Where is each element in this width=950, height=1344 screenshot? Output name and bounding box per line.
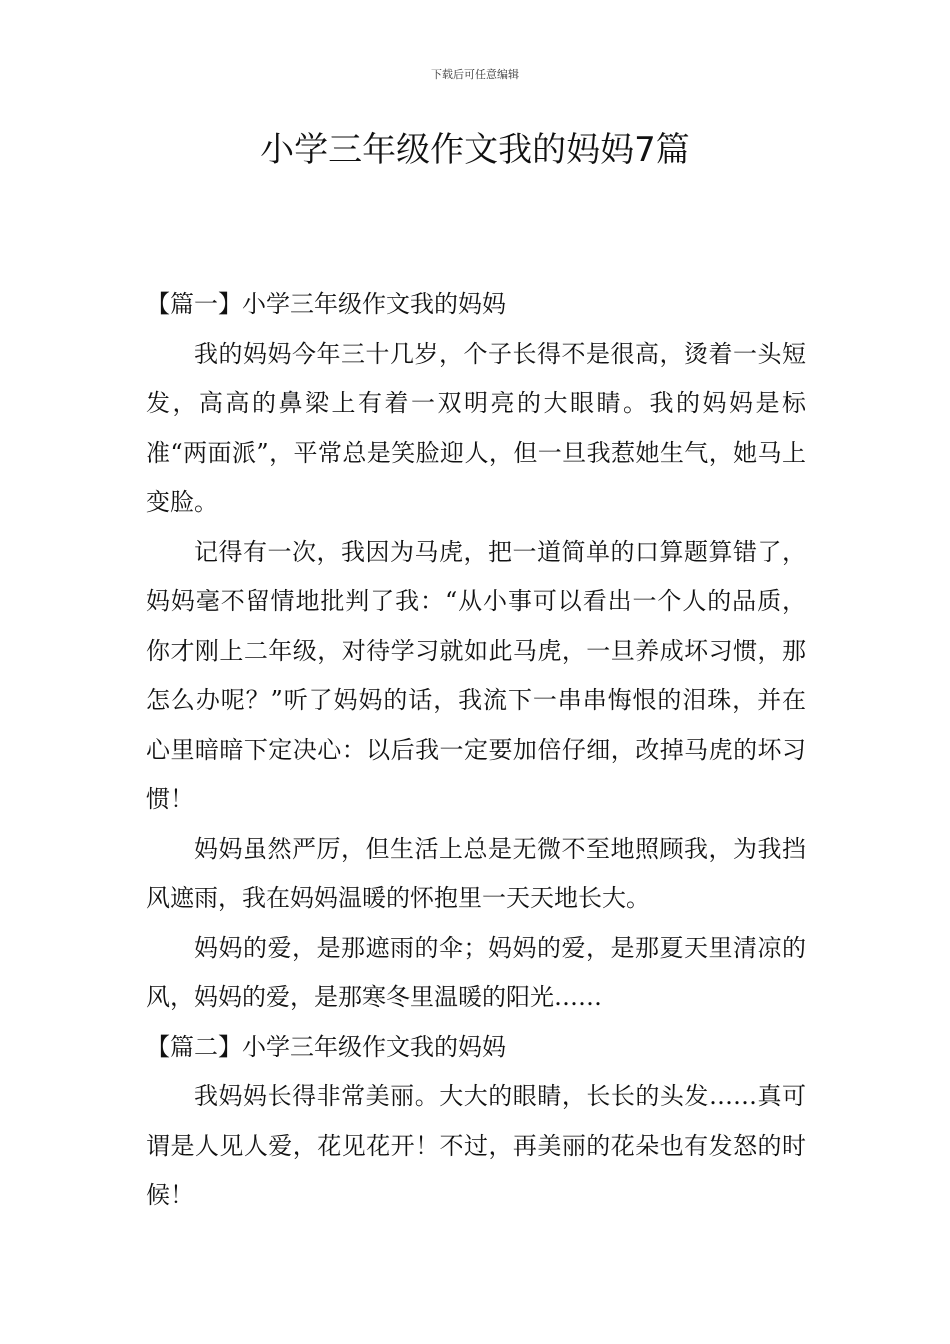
paragraph: 记得有一次，我因为马虎，把一道简单的口算题算错了，妈妈毫不留情地批判了我：“从小事可以看出一个人的品质，你才刚上二年级，对待学习就如此马虎，一旦养成坏习惯，那怎么办呢？”听了妈妈的话，我流下一串串悔恨的泪珠，并在心里暗暗下定决心：以后我一定要加倍仔细，改掉马虎的坏习惯！ bbox=[146, 537, 806, 813]
section-1 bbox=[146, 280, 806, 1023]
paragraph: 妈妈的爱，是那遮雨的伞；妈妈的爱，是那夏天里清凉的风，妈妈的爱，是那寒冬里温暖的阳光…… bbox=[146, 933, 806, 1011]
paragraph: 妈妈虽然严厉，但生活上总是无微不至地照顾我，为我挡风遮雨，我在妈妈温暖的怀抱里一天天地长大。 bbox=[146, 834, 806, 912]
section-heading: 【篇一】小学三年级作文我的妈妈 bbox=[146, 290, 506, 318]
section-heading: 【篇二】小学三年级作文我的妈妈 bbox=[146, 1032, 506, 1061]
document-title: 小学三年级作文我的妈妈7篇 bbox=[260, 130, 690, 170]
document-body bbox=[146, 280, 806, 1221]
paragraph: 我妈妈长得非常美丽。大大的眼睛，长长的头发……真可谓是人见人爱，花见花开！不过，再美丽的花朵也有发怒的时候！ bbox=[146, 1082, 806, 1209]
section-2 bbox=[146, 1023, 806, 1221]
paragraph: 我的妈妈今年三十几岁，个子长得不是很高，烫着一头短发，高高的鼻梁上有着一双明亮的大眼睛。我的妈妈是标准“两面派”，平常总是笑脸迎人，但一旦我惹她生气，她马上变脸。 bbox=[146, 339, 806, 516]
header-note: 下载后可任意编辑 bbox=[431, 68, 519, 81]
